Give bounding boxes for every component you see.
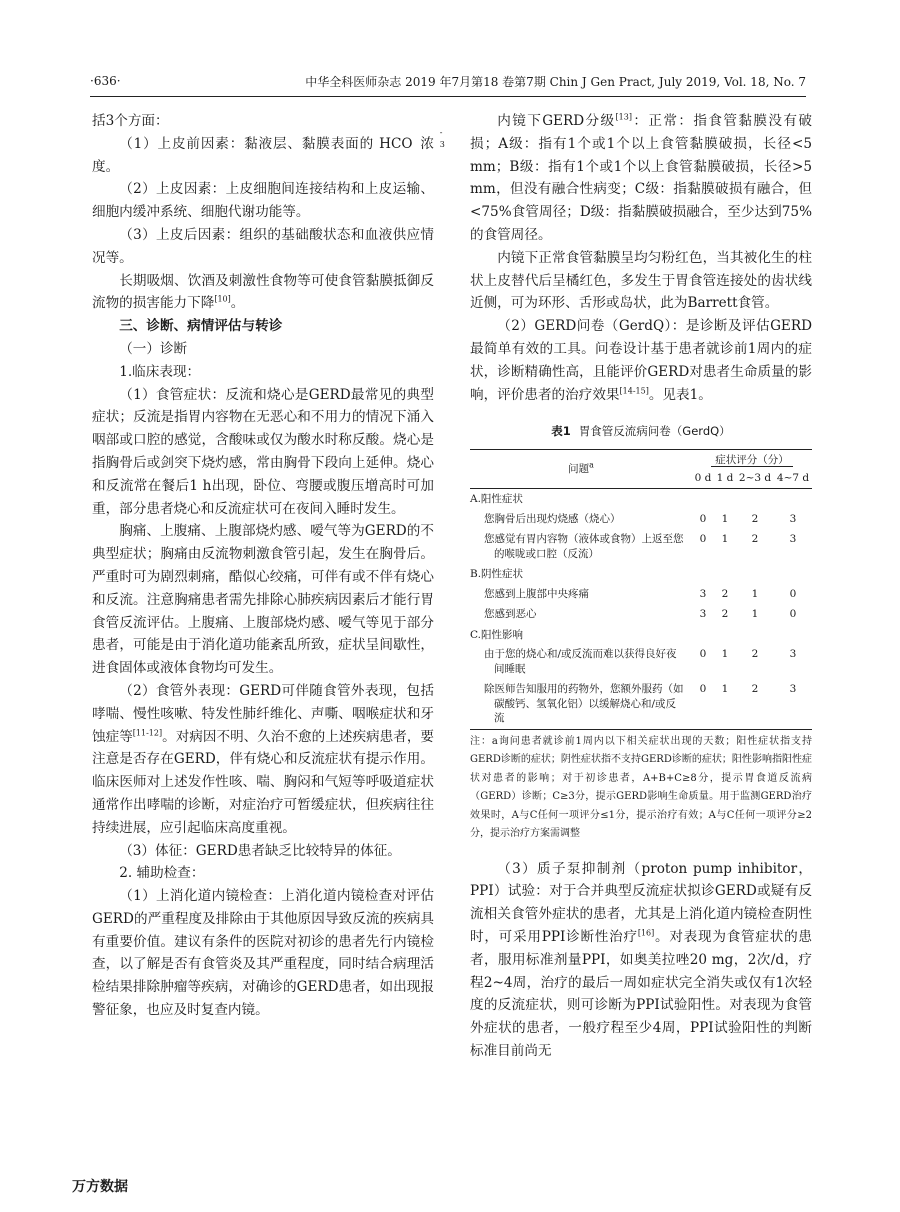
gerdq-table — [470, 449, 812, 730]
paragraph: （2）食管外表现：GERD可伴随食管外表现，包括哮喘、慢性咳嗽、特发性肺纤维化、声嘶、咽喉症状和牙蚀症等[11-12]。对病因不明、久治不愈的上述疾病患者，要注意是否存在GERD，伴有烧心和反流症状有提示作用。临床医师对上述发作性咳、喘、胸闷和气短等呼吸道症状通常作出哮喘的诊断，对症治疗可暂缓症状，但疾病往往持续进展，应引起临床高度重视。 — [92, 682, 435, 836]
table-score-cell: 3 — [699, 587, 707, 600]
table-score-cell: 1 — [721, 533, 729, 546]
table-row — [470, 529, 812, 564]
table-section-label: B.阴性症状 — [470, 568, 524, 581]
paragraph: 内镜下正常食管黏膜呈均匀粉红色，当其被化生的柱状上皮替代后呈橘红色，多发生于胃食管连接处的齿状线近侧，可为环形、舌形或岛状，此为Barrett食管。 — [470, 249, 812, 312]
journal-header: 中华全科医师杂志 2019 年7月第18 卷第7期 Chin J Gen Pract, July 2019, Vol. 18, No. 7 — [305, 75, 806, 89]
table-score-cell: 3 — [699, 608, 707, 621]
table-score-cell: 1 — [751, 608, 759, 621]
table-header-day: 4~7 d — [774, 468, 812, 489]
table-score-cell: 1 — [751, 587, 759, 600]
table-header-day: 2~3 d — [736, 468, 774, 489]
table-section-row — [470, 564, 812, 584]
paragraph: （2）上皮因素：上皮细胞间连接结构和上皮运输、细胞内缓冲系统、细胞代谢功能等。 — [92, 181, 434, 221]
table-score-cell: 3 — [789, 648, 797, 661]
table-note: 注：a询问患者就诊前1周内以下相关症状出现的天数；阳性症状指支持GERD诊断的症状；阴性症状指不支持GERD诊断的症状；阳性影响指阳性症状对患者的影响；对于初诊患者，A+B+C≥8分，提示胃食道反流病（GERD）诊断；C≥3分，提示GERD影响生命质量。用于监测GERD治疗效果时，A与C任何一项评分≤1分，提示治疗有效；A与C任何一项评分≥2分，提示治疗方案需调整 — [470, 735, 812, 840]
table-score-cell: 2 — [721, 608, 729, 621]
left-column — [92, 110, 445, 1022]
paragraph: （3）体征：GERD患者缺乏比较特异的体征。 — [119, 842, 401, 859]
table-score-cell: 2 — [751, 533, 759, 546]
paragraph: 长期吸烟、饮酒及刺激性食物等可使食管黏膜抵御反流物的损害能力下降[10]。 — [92, 272, 434, 312]
subsection-heading: （一）诊断 — [119, 340, 188, 357]
section-heading: 三、诊断、病情评估与转诊 — [119, 318, 283, 335]
table-score-cell: 2 — [751, 512, 759, 525]
table-row — [470, 584, 812, 605]
table-score-cell: 1 — [721, 512, 729, 525]
citation: [14-15] — [619, 386, 649, 396]
paragraph: 内镜下GERD分级[13]：正常：指食管黏膜没有破损；A级：指有1个或1个以上食管黏膜破损，长径<5 mm；B级：指有1个或1个以上食管黏膜破损，长径>5 mm，但没有融合性病变；C级：指黏膜破损有融合，但<75%食管周径；D级：指黏膜破损融合，至少达到75%的食管周径。 — [470, 112, 812, 243]
table-row — [470, 509, 812, 530]
table-section-row — [470, 489, 812, 509]
table-score-cell: 3 — [774, 679, 812, 729]
table-score-cell: 2 — [736, 679, 774, 729]
table-question-cell: 您感到上腹部中央疼痛 — [484, 587, 589, 600]
table-score-cell: 0 — [789, 587, 797, 600]
table-question-cell: 由于您的烧心和/或反流而难以获得良好夜间睡眠 — [484, 648, 677, 675]
table-caption — [470, 420, 812, 443]
right-column — [470, 110, 812, 1063]
table-section-row — [470, 625, 812, 645]
paragraph: （3）质子泵抑制剂（proton pump inhibitor，PPI）试验：对于合并典型反流症状拟诊GERD或疑有反流相关食管外症状的患者，尤其是上消化道内镜检查阴性时，可采用PPI诊断性治疗[16]。对表现为食管症状的患者，服用标准剂量PPI，如奥美拉唑20 mg，2次/d，疗程2~4周，治疗的最后一周如症状完全消失或仅有1次轻度的反流症状，则可诊断为PPI试验阳性。对表现为食管外症状的患者，一般疗程至少4周，PPI试验阳性的判断标准目前尚无 — [470, 860, 812, 1060]
table-question-cell: 您感觉有胃内容物（液体或食物）上返至您的喉咙或口腔（反流） — [484, 533, 684, 560]
table-question-cell: 您感到恶心 — [484, 608, 537, 621]
table-score-cell: 2 — [721, 587, 729, 600]
citation: [16] — [637, 928, 655, 938]
table-header-day: 1 d — [714, 468, 736, 489]
table-score-cell: 0 — [699, 648, 707, 661]
subsection-heading: 2. 辅助检查： — [119, 865, 205, 882]
table-question-cell: 您胸骨后出现灼烧感（烧心） — [484, 512, 621, 525]
citation: [10] — [214, 294, 231, 304]
subsection-heading: 1.临床表现： — [119, 363, 201, 380]
table-question-cell: 除医师告知服用的药物外，您额外服药（如碳酸钙、氢氧化铝）以缓解烧心和/或反流 — [470, 679, 692, 729]
table-row — [470, 604, 812, 625]
table-header-score: 症状评分（分） — [692, 450, 812, 468]
page-number: ·636· — [90, 74, 121, 88]
table-score-cell: 0 — [699, 512, 707, 525]
table-label: 表1 — [551, 424, 571, 439]
paragraph: 胸痛、上腹痛、上腹部烧灼感、嗳气等为GERD的不典型症状；胸痛由反流物刺激食管引起，发生在胸骨后。严重时可为剧烈刺痛，酷似心绞痛，可伴有或不伴有烧心和反流。注意胸痛患者需先排除心肺疾病因素后才能行胃食管反流评估。上腹痛、上腹部烧灼感、嗳气等见于部分患者，可能是由于消化道功能紊乱所致，症状呈间歇性，进食固体或液体食物均可发生。 — [92, 523, 434, 677]
table-score-cell: 1 — [714, 679, 736, 729]
table-score-cell: 0 — [692, 679, 714, 729]
header-rule — [90, 96, 806, 97]
table-score-cell: 0 — [699, 533, 707, 546]
table-header-day: 0 d — [692, 468, 714, 489]
paragraph: （3）上皮后因素：组织的基础酸状态和血液供应情况等。 — [92, 226, 434, 266]
table-row — [470, 644, 812, 679]
citation: [11-12] — [132, 727, 163, 737]
table-score-cell: 1 — [721, 648, 729, 661]
paragraph: 括3个方面： — [92, 113, 169, 129]
table-score-cell: 0 — [789, 608, 797, 621]
table-title: 胃食管反流病问卷（GerdQ） — [578, 424, 731, 439]
paragraph: （1）上皮前因素：黏液层、黏膜表面的 HCO - 3 浓度。 — [92, 127, 445, 175]
table-header-question: 问题$^a$ — [470, 450, 692, 489]
table-score-cell: 2 — [751, 648, 759, 661]
paragraph: （1）食管症状：反流和烧心是GERD最常见的典型症状；反流是指胃内容物在无恶心和不用力的情况下涌入咽部或口腔的感觉，含酸味或仅为酸水时称反酸。烧心是指胸骨后或剑突下烧灼感，常由胸骨下段向上延伸。烧心和反流常在餐后1 h出现，卧位、弯腰或腹压增高时可加重，部分患者烧心和反流症状可在夜间入睡时发生。 — [92, 386, 434, 517]
table-section-label: A.阳性症状 — [470, 493, 523, 506]
footer-watermark: 万方数据 — [72, 1179, 128, 1195]
paragraph: （1）上消化道内镜检查：上消化道内镜检查对评估GERD的严重程度及排除由于其他原因导致反流的疾病具有重要价值。建议有条件的医院对初诊的患者先行内镜检查，以了解是否有食管炎及其严重程度，同时结合病理活检结果排除肿瘤等疾病，对确诊的GERD患者，如出现报警征象，也应及时复查内镜。 — [92, 888, 434, 1019]
paragraph: （2）GERD问卷（GerdQ）：是诊断及评估GERD最简单有效的工具。问卷设计基于患者就诊前1周内的症状，诊断精确性高，且能评价GERD对患者生命质量的影响，评价患者的治疗效果[14-15]。见表1。 — [470, 318, 812, 403]
table-score-cell: 3 — [789, 512, 797, 525]
table-section-label: C.阳性影响 — [470, 628, 523, 641]
table-row — [470, 679, 812, 729]
citation: [13] — [615, 112, 632, 122]
table-score-cell: 3 — [789, 533, 797, 546]
